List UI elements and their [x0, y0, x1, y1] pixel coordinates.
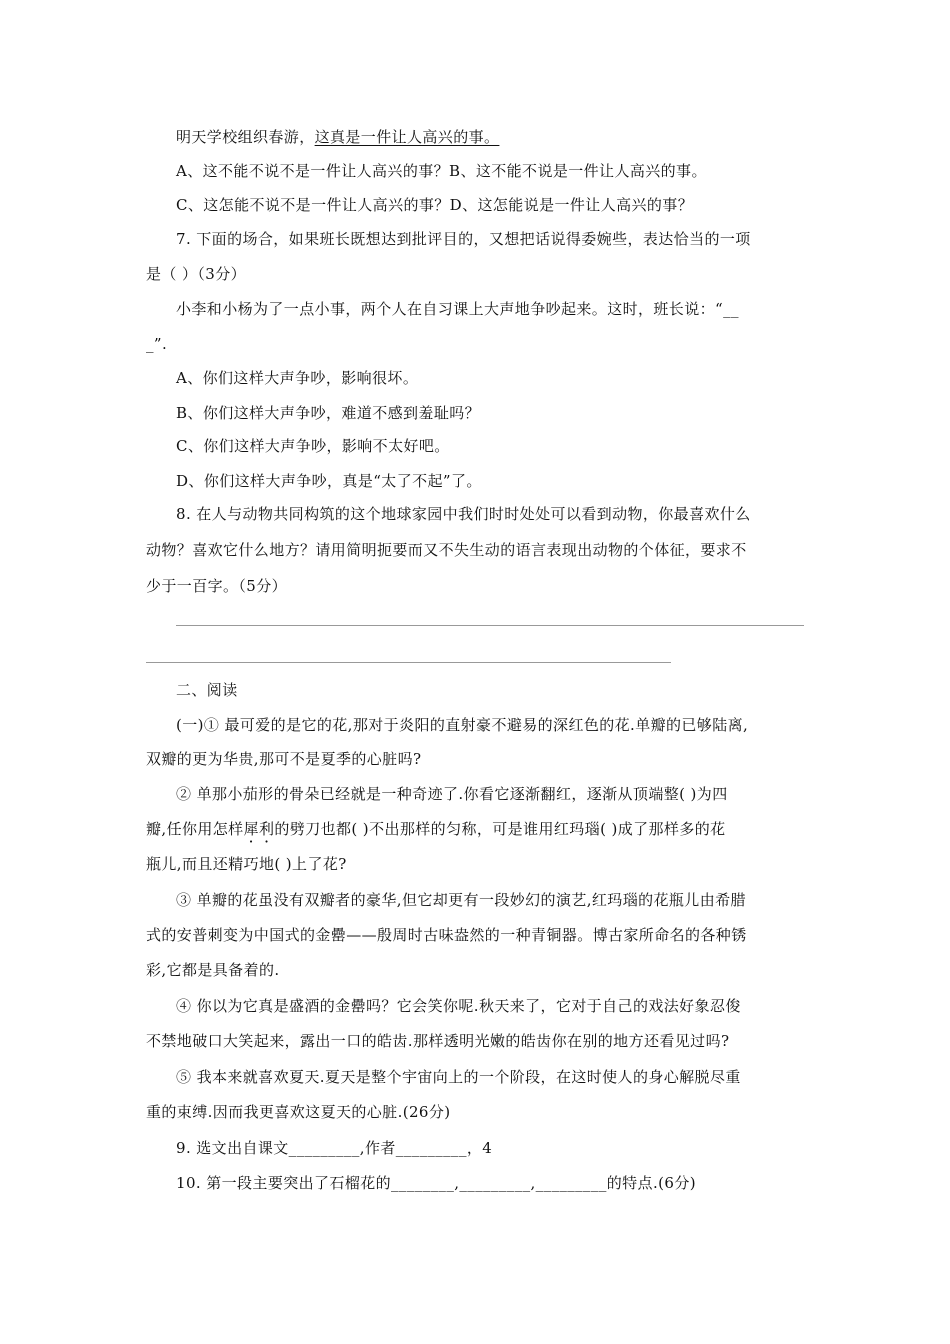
q8-line3: 少于一百字。（5分）: [146, 577, 288, 595]
q6-options-line2: C、这怎能不说不是一件让人高兴的事？D、这怎能说是一件让人高兴的事？: [176, 196, 694, 214]
q7-line2: 是（ ）（3分）: [146, 265, 247, 283]
q6-options-line1: A、这不能不说不是一件让人高兴的事？B、这不能不说是一件让人高兴的事。: [176, 162, 707, 180]
q6-stem-plain: 明天学校组织春游，: [176, 128, 315, 146]
q6-stem: [176, 127, 499, 147]
reading-q9: 9. 选文出自课文_________,作者_________，4: [176, 1139, 493, 1157]
reading-p2-line3: 瓶儿,而且还精巧地( )上了花?: [146, 855, 347, 873]
q7-option-d: D、你们这样大声争吵，真是“太了不起”了。: [176, 472, 482, 490]
q7-line1: 7. 下面的场合，如果班长既想达到批评目的，又想把话说得委婉些，表达恰当的一项: [176, 230, 751, 248]
reading-p4-line2: 不禁地破口大笑起来，露出一口的皓齿.那样透明光嫩的皓齿你在别的地方还看见过吗?: [146, 1032, 730, 1050]
q7-context2: _”.: [146, 335, 168, 353]
reading-p2-line2-a: 瓣,任你用怎样: [146, 820, 244, 838]
reading-heading: 二、阅读: [176, 681, 238, 699]
reading-q10: 10. 第一段主要突出了石榴花的________,_________,_________的特点.(6分): [176, 1174, 696, 1192]
reading-p2-line2-b: 的劈刀也都( )不出那样的匀称，可是谁用红玛瑙( )成了那样多的花: [274, 820, 726, 838]
q7-context1: 小李和小杨为了一点小事，两个人在自习课上大声地争吵起来。这时，班长说：“__: [176, 300, 739, 318]
reading-p2-dotted-char-2: 利: [258, 820, 275, 838]
reading-p3-line2: 式的安普刺变为中国式的金罍——殷周时古味盎然的一种青铜器。博古家所命名的各种锈: [146, 926, 747, 944]
reading-p2-line1: ② 单那小茄形的骨朵已经就是一种奇迹了.你看它逐渐翻红，逐渐从顶端整( )为四: [176, 785, 728, 803]
q6-stem-underlined: 这真是一件让人高兴的事。: [314, 128, 500, 146]
q8-line2: 动物？喜欢它什么地方？请用简明扼要而又不失生动的语言表现出动物的个体征，要求不: [146, 541, 747, 559]
q7-option-a: A、你们这样大声争吵，影响很坏。: [176, 369, 419, 387]
answer-line-2: [146, 662, 671, 663]
reading-p2-line2: [146, 819, 726, 839]
reading-p4-line1: ④ 你以为它真是盛酒的金罍吗？它会笑你呢.秋天来了，它对于自己的戏法好象忍俊: [176, 997, 741, 1015]
reading-p2-dotted-char-1: 犀: [243, 820, 259, 838]
reading-p1-line1: (一)① 最可爱的是它的花,那对于炎阳的直射豪不避易的深红色的花.单瓣的已够陆离,: [176, 716, 749, 734]
reading-p5-line2: 重的束缚.因而我更喜欢这夏天的心脏.(26分): [146, 1103, 451, 1121]
q7-option-c: C、你们这样大声争吵，影响不太好吧。: [176, 437, 450, 455]
reading-p1-line2: 双瓣的更为华贵,那可不是夏季的心脏吗?: [146, 750, 422, 768]
reading-p3-line1: ③ 单瓣的花虽没有双瓣者的豪华,但它却更有一段妙幻的演艺,红玛瑙的花瓶儿由希腊: [176, 891, 746, 909]
reading-p3-line3: 彩,它都是具备着的.: [146, 961, 280, 979]
q7-option-b: B、你们这样大声争吵，难道不感到羞耻吗？: [176, 404, 481, 422]
answer-line-1: [176, 625, 804, 626]
q8-line1: 8. 在人与动物共同构筑的这个地球家园中我们时时处处可以看到动物，你最喜欢什么: [176, 505, 751, 523]
reading-p5-line1: ⑤ 我本来就喜欢夏天.夏天是整个宇宙向上的一个阶段，在这时使人的身心解脱尽重: [176, 1068, 741, 1086]
